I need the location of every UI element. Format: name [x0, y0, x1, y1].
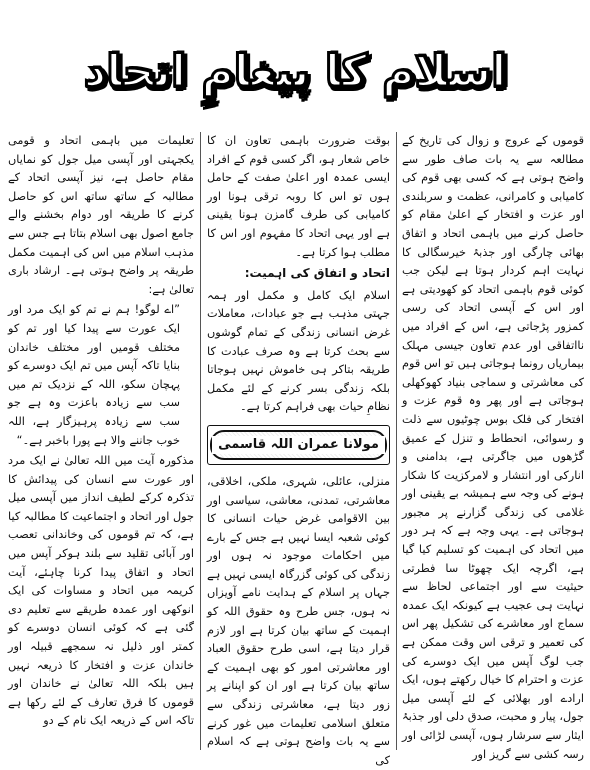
- author-byline-frame: [210, 430, 387, 460]
- author-byline-box: [207, 425, 390, 465]
- article-title-banner: [83, 32, 507, 112]
- article-title: اسلام کا پیغامِ اتحاد: [83, 46, 507, 97]
- column-right: [402, 132, 584, 761]
- paragraph: قوموں کے عروج و زوال کی تاریخ کے مطالعہ سے یہ بات صاف طور سے واضح ہوتی ہے کہ کسی بھی قوم کی کامیابی و کامرانی، عظمت و سربلندی اور عزت و افتخار کے اعلیٰ مقام کو حاصل کرنے میں باہمی اتحاد و اتفاق بھائی چارگی اور جذبۂ خیرسگالی کا نہایت اہم کردار ہوتا ہے لیکن جب کوئی قوم باہمی اتحاد کو کھودیتی ہے اور اس کے آپسی اتحاد کی رسی کمزور پڑجاتی ہے، اس کے افراد میں نااتفاقی اور عدم تعاون جیسی مہلک بیماریاں رونما ہوجاتی ہیں تو اس قوم کی معاشرتی و سماجی بنیاد کھوکھلی ہوجاتی ہے اور پھر وہ قوم عزت و افتخار کی فلک بوس چوٹیوں سے ذلت و رسوائی، انحطاط و تنزل کے عمیق گڑھوں میں جاگرتی ہے، بدامنی و انارکی اور انتشار و لامرکزیت کا شکار ہونے کی وجہ سے ہمیشہ بے یقینی اور غلامی کی زندگی گزارنے پر مجبور ہوجاتی ہے۔ یہی وجہ ہے کہ ہر دور میں اتحاد کی اہمیت کو تسلیم کیا گیا ہے، اگرچہ ایک چھوٹا سا فطرتی حیثیت سے اور اجتماعی لحاظ سے نہایت ہی عجیب ہے کیونکہ ایک عمدہ سماج اور معاشرے کی تشکیل پھر اس کی تعمیر و ترقی اس وقت ممکن ہے جب لوگ آپس میں ایک دوسرے کی عزت و احترام کا خیال رکھتے ہوں، ایک ارادے اور بھلائی کے لئے آپسی میل جول، پیار و محبت، صدق دلی اور جذبۂ ایثار سے سرشار ہوں، آپسی لڑائی اور رسہ کشی سے گریز اور: [402, 134, 584, 761]
- section-heading: اتحاد و اتفاق کی اہمیت:: [244, 266, 390, 281]
- column-divider: [200, 132, 201, 750]
- column-middle: [207, 132, 390, 767]
- quranic-verse-quote: ”اے لوگو! ہم نے تم کو ایک مرد اور ایک عورت سے پیدا کیا اور تم کو مختلف قومیں اور مختلف خاندان بنایا تاکہ آپس میں تم ایک دوسرے کو پہچان سکو، اللہ کے نزدیک تم میں سب سے زیادہ باعزت وہ ہے جو سب سے زیادہ پرہیزگار ہے، اللہ خوب جاننے والا ہے پورا باخبر ہے۔“: [8, 303, 180, 447]
- paragraph: مذکورہ آیت میں اللہ تعالیٰ نے ایک مرد اور عورت سے انسان کی پیدائش کا تذکرہ کرکے لطیف انداز میں آپسی میل جول اور اتحاد و اجتماعیت کا مطالبہ کیا ہے، کہ تم قوموں کی وخاندانی تعصب اور آبائی تقلید سے بلند ہوکر آپس میں اتحاد و اتفاق پیدا کرنا چاہئے، آیت کریمہ میں اتحاد و مساوات کی ایک انوکھی اور عمدہ طریقے سے تعلیم دی گئی ہے کہ کوئی انسان دوسرے کو کمتر اور ذلیل نہ سمجھے قبیلہ اور خاندان عزت و افتخار کا ذریعہ نہیں ہیں بلکہ اللہ تعالیٰ نے خاندان اور قوموں کا فرق تعارف کے لئے رکھا ہے تاکہ اس کے ذریعہ ایک نام کے دو: [8, 454, 194, 728]
- paragraph: منزلی، عائلی، شہری، ملکی، اخلاقی، معاشرتی، تمدنی، معاشی، سیاسی اور بین الاقوامی غرض حیات انسانی کا کوئی شعبہ ایسا نہیں ہے جس کے بارے میں احکامات موجود نہ ہوں اور زندگی کی کوئی گزرگاہ ایسی نہیں ہے جہاں پر اسلام کے ہدایت نامے آویزاں نہ ہوں، جس طرح وہ حقوق اللہ کو اہمیت کے ساتھ بیان کرتا ہے اور لازم قرار دیتا ہے، اسی طرح حقوق العباد اور معاشرتی امور کو بھی اہمیت کے ساتھ بیان کرتا ہے اور ان کو اپنانے پر زور دیتا ہے، معاشرتی زندگی سے متعلق اسلامی تعلیمات میں غور کرنے سے یہ بات واضح ہوتی ہے کہ اسلام کی: [207, 474, 390, 767]
- author-name: مولانا عمران اللہ قاسمی: [212, 436, 385, 455]
- column-left: [8, 132, 194, 752]
- paragraph: بوقت ضرورت باہمی تعاون ان کا خاص شعار ہو، اگر کسی قوم کے افراد ایسی عمدہ اور اعلیٰ صفت کے حامل ہوں تو اس کا روبہ ترقی ہونا اور کامیابی کی طرف گامزن ہونا یقینی ہے اور یہی اتحاد کا مفہوم اور اس کا مطلب ہوا کرتا ہے۔: [207, 134, 390, 259]
- paragraph: اسلام ایک کامل و مکمل اور ہمہ جہتی مذہب ہے جو عبادات، معاملات غرض انسانی زندگی کے تمام گوشوں سے بحث کرتا ہے وہ صرف عبادت کا طریقہ بتاکر ہی خاموش نہیں ہوجاتا بلکہ زندگی بسر کرنے کے لئے مکمل نظامِ حیات بھی فراہم کرتا ہے۔: [207, 288, 390, 414]
- column-divider: [396, 132, 397, 750]
- paragraph: تعلیمات میں باہمی اتحاد و قومی یکجہتی اور آپسی میل جول کو نمایاں مقام حاصل ہے، نیز آپسی اتحاد کے مطالبہ کے ساتھ ساتھ اس کو حاصل کرنے کا طریقہ اور دوام بخشنے والے جامع اصول بھی اسلام بتاتا ہے جس سے مذہب اسلام میں اس کی اہمیت مکمل طریقہ پر واضح ہوتی ہے۔ ارشاد باری تعالیٰ ہے:: [8, 134, 194, 296]
